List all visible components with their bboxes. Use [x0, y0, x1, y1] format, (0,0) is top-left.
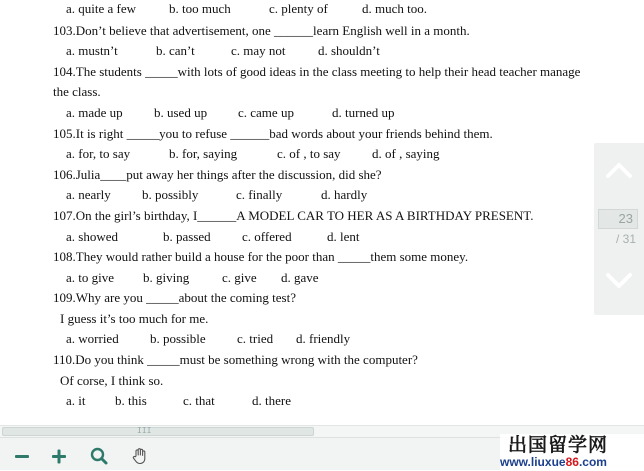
- answer-option: b. passed: [163, 229, 211, 244]
- answer-option: d. much too.: [362, 1, 427, 16]
- answer-option: a. to give: [66, 270, 115, 285]
- search-icon[interactable]: [89, 446, 109, 466]
- answer-option: b. giving: [143, 270, 190, 285]
- answer-option: c. plenty of: [269, 1, 328, 16]
- watermark-chinese: 出国留学网: [508, 434, 609, 456]
- answer-option: c. came up: [238, 105, 294, 120]
- question-text: 108.They would rather build a house for the poor than _____them some money.: [53, 249, 469, 264]
- answer-option: c. of , to say: [277, 146, 341, 161]
- answer-option: c. may not: [231, 43, 286, 58]
- answer-option: b. for, saying: [169, 146, 238, 161]
- answer-option: d. hardly: [321, 187, 368, 202]
- question-text: 106.Julia____put away her things after the discussion, did she?: [53, 167, 382, 182]
- answer-option: d. shouldn’t: [318, 43, 380, 58]
- zoom-in-icon[interactable]: [49, 446, 69, 466]
- answer-option: d. there: [252, 393, 291, 408]
- answer-option: a. made up: [66, 105, 123, 120]
- answer-option: a. for, to say: [66, 146, 131, 161]
- answer-option: c. offered: [242, 229, 292, 244]
- question-text: 107.On the girl’s birthday, I______A MODEL CAR TO HER AS A BIRTHDAY PRESENT.: [53, 208, 534, 223]
- question-text: 110.Do you think _____must be something wrong with the computer?: [53, 352, 418, 367]
- answer-option: b. too much: [169, 1, 231, 16]
- watermark-url: www.liuxue86.com: [500, 455, 607, 469]
- answer-option: c. tried: [237, 331, 274, 346]
- answer-option: a. worried: [66, 331, 119, 346]
- answer-option: b. used up: [154, 105, 208, 120]
- scrollbar-grip: III: [137, 426, 152, 435]
- answer-option: d. gave: [281, 270, 319, 285]
- answer-option: b. possible: [150, 331, 206, 346]
- answer-line: I guess it’s too much for me.: [60, 311, 209, 326]
- question-text: 109.Why are you _____about the coming test?: [53, 290, 296, 305]
- chevron-down-icon[interactable]: [594, 255, 644, 305]
- hand-tool-icon[interactable]: [130, 446, 150, 466]
- answer-option: d. lent: [327, 229, 360, 244]
- question-text: 104.The students _____with lots of good ideas in the class meeting to help their head teacher manage: [53, 64, 581, 79]
- question-text: 103.Don’t believe that advertisement, one ______learn English well in a month.: [53, 23, 470, 38]
- page-navigator: [594, 143, 644, 315]
- zoom-out-icon[interactable]: [12, 446, 32, 466]
- answer-line: Of corse, I think so.: [60, 373, 164, 388]
- answer-option: b. possibly: [142, 187, 199, 202]
- answer-option: c. finally: [236, 187, 283, 202]
- answer-option: a. it: [66, 393, 86, 408]
- page-number-input[interactable]: 23: [598, 209, 638, 229]
- answer-option: a. mustn’t: [66, 43, 118, 58]
- question-text: 105.It is right _____you to refuse ______bad words about your friends behind them.: [53, 126, 493, 141]
- answer-option: d. friendly: [296, 331, 351, 346]
- answer-option: c. give: [222, 270, 257, 285]
- answer-option: b. can’t: [156, 43, 195, 58]
- answer-option: b. this: [115, 393, 147, 408]
- scrollbar-thumb[interactable]: [2, 427, 314, 436]
- chevron-up-icon[interactable]: [594, 145, 644, 195]
- answer-option: c. that: [183, 393, 215, 408]
- answer-option: a. showed: [66, 229, 118, 244]
- answer-option: a. quite a few: [66, 1, 137, 16]
- answer-option: a. nearly: [66, 187, 111, 202]
- answer-option: d. turned up: [332, 105, 395, 120]
- answer-option: d. of , saying: [372, 146, 440, 161]
- page-total: / 31: [615, 232, 636, 246]
- question-text: the class.: [53, 84, 101, 99]
